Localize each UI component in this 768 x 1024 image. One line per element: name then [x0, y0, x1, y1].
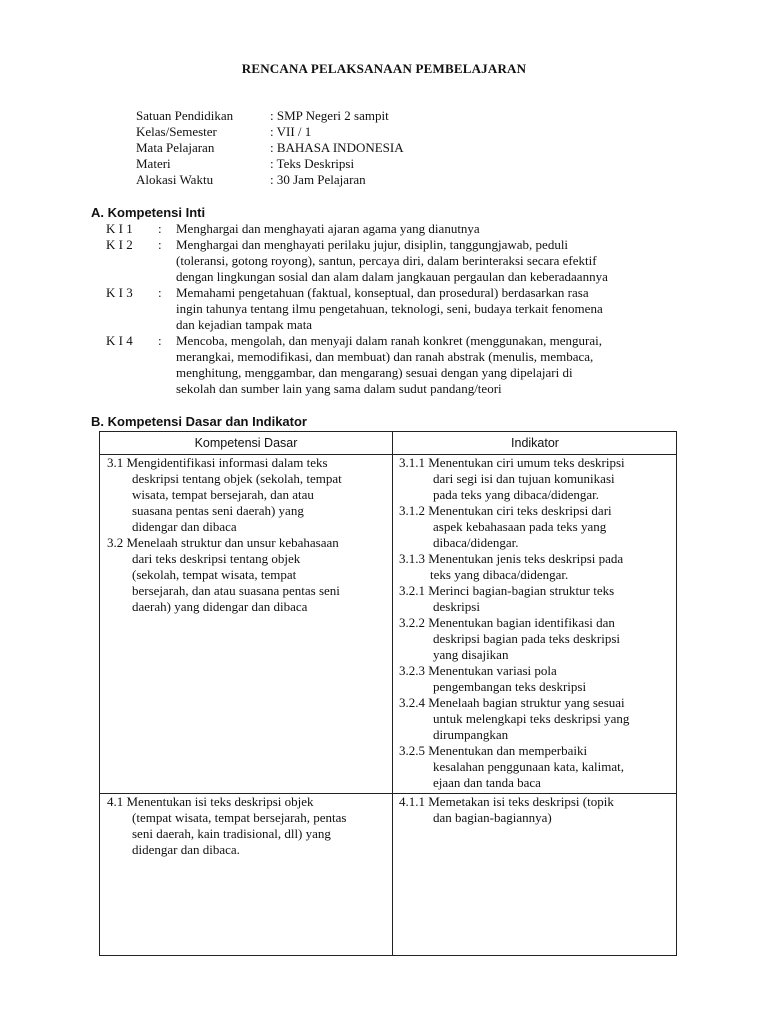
ki-line: Memahami pengetahuan (faktual, konseptual, dan prosedural) berdasarkan rasa [176, 285, 589, 300]
ki-line: dengan lingkungan sosial dan alam dalam jangkauan pergaulan dan keberadaannya [176, 269, 608, 284]
kd-line: wisata, tempat bersejarah, dan atau [132, 487, 314, 502]
ki-colon: : [158, 333, 162, 348]
kd-line: didengar dan dibaca. [132, 842, 240, 857]
ki-text [176, 333, 686, 397]
identity-row [136, 156, 404, 172]
kd-line: bersejarah, dan atau suasana pentas seni [132, 583, 340, 598]
kd-line: suasana pentas seni daerah) yang [132, 503, 304, 518]
indikator-line: dan bagian-bagiannya) [433, 810, 552, 825]
kd-line: deskripsi tentang objek (sekolah, tempat [132, 471, 342, 486]
identity-block [136, 108, 404, 188]
identity-row [136, 124, 404, 140]
indikator-line: 3.1.3 Menentukan jenis teks deskripsi pada [399, 551, 624, 566]
kd-line: (tempat wisata, tempat bersejarah, pentas [132, 810, 347, 825]
ki-text [176, 221, 686, 237]
ki-line: (toleransi, gotong royong), santun, percaya diri, dalam berinteraksi secara efektif [176, 253, 597, 268]
identity-value: : Teks Deskripsi [270, 156, 355, 171]
identity-label: Mata Pelajaran [136, 140, 215, 155]
ki-line: merangkai, memodifikasi, dan membuat) dan ranah abstrak (menulis, membaca, [176, 349, 594, 364]
ki-item [106, 237, 686, 285]
kd-line: daerah) yang didengar dan dibaca [132, 599, 308, 614]
indikator-line: yang disajikan [433, 647, 509, 662]
ki-colon: : [158, 237, 162, 252]
kd-cell-row2 [107, 794, 346, 858]
indikator-line: 3.2.4 Menelaah bagian struktur yang sesuai [399, 695, 625, 710]
ki-line: Menghargai dan menghayati perilaku jujur, disiplin, tanggungjawab, peduli [176, 237, 569, 252]
indikator-line: ejaan dan tanda baca [433, 775, 541, 790]
column-divider [392, 432, 393, 955]
indikator-line: 3.2.2 Menentukan bagian identifikasi dan [399, 615, 615, 630]
page-title: RENCANA PELAKSANAAN PEMBELAJARAN [241, 61, 527, 76]
indikator-line: 4.1.1 Memetakan isi teks deskripsi (topik [399, 794, 614, 809]
identity-value: : SMP Negeri 2 sampit [270, 108, 389, 123]
section-b-heading: B. Kompetensi Dasar dan Indikator [91, 414, 307, 429]
indikator-line: pengembangan teks deskripsi [433, 679, 587, 694]
ki-line: menghitung, menggambar, dan mengarang) sesuai dengan yang dipelajari di [176, 365, 573, 380]
section-a-heading: A. Kompetensi Inti [91, 205, 206, 220]
indikator-line: 3.2.3 Menentukan variasi pola [399, 663, 557, 678]
kd-line: seni daerah, kain tradisional, dll) yang [132, 826, 331, 841]
ki-colon: : [158, 221, 162, 236]
indikator-line: dari segi isi dan tujuan komunikasi [433, 471, 615, 486]
ki-line: dan kejadian tampak mata [176, 317, 313, 332]
kd-indikator-table [99, 431, 677, 956]
identity-row [136, 140, 404, 156]
kd-line: 3.2 Menelaah struktur dan unsur kebahasaan [107, 535, 339, 550]
identity-value: : BAHASA INDONESIA [270, 140, 404, 155]
identity-row [136, 172, 404, 188]
indikator-line: 3.1.1 Menentukan ciri umum teks deskripsi [399, 455, 625, 470]
indikator-line: 3.1.2 Menentukan ciri teks deskripsi dari [399, 503, 612, 518]
header-indikator: Indikator [511, 436, 559, 450]
indikator-cell-row1 [399, 455, 629, 791]
indikator-line: 3.2.1 Merinci bagian-bagian struktur teks [399, 583, 615, 598]
indikator-line: aspek kebahasaan pada teks yang [433, 519, 607, 534]
indikator-line: dibaca/didengar. [433, 535, 519, 550]
indikator-line: deskripsi bagian pada teks deskripsi [433, 631, 621, 646]
kompetensi-inti-list [106, 221, 686, 397]
ki-item [106, 221, 686, 237]
header-kompetensi-dasar: Kompetensi Dasar [194, 436, 298, 450]
ki-line: Mencoba, mengolah, dan menyaji dalam ranah konkret (menggunakan, mengurai, [176, 333, 602, 348]
identity-row [136, 108, 404, 124]
kd-line: 3.1 Mengidentifikasi informasi dalam teks [107, 455, 328, 470]
ki-code: K I 1 [106, 221, 133, 236]
identity-label: Kelas/Semester [136, 124, 217, 139]
ki-line: sekolah dan sumber lain yang sama dalam sudut pandang/teori [176, 381, 502, 396]
identity-label: Satuan Pendidikan [136, 108, 234, 123]
indikator-cell-row2 [399, 794, 614, 826]
indikator-line: untuk melengkapi teks deskripsi yang [433, 711, 630, 726]
ki-item [106, 333, 686, 397]
indikator-line: deskripsi [433, 599, 480, 614]
ki-line: ingin tahunya tentang ilmu pengetahuan, teknologi, seni, budaya terkait fenomena [176, 301, 603, 316]
kd-line: (sekolah, tempat wisata, tempat [132, 567, 297, 582]
indikator-line: dirumpangkan [433, 727, 509, 742]
ki-code: K I 4 [106, 333, 133, 348]
ki-text [176, 285, 686, 333]
identity-value: : VII / 1 [270, 124, 312, 139]
indikator-line: 3.2.5 Menentukan dan memperbaiki [399, 743, 588, 758]
indikator-line: teks yang dibaca/didengar. [430, 567, 569, 582]
ki-code: K I 3 [106, 285, 133, 300]
kd-cell-row1 [107, 455, 342, 615]
kd-line: 4.1 Menentukan isi teks deskripsi objek [107, 794, 314, 809]
identity-label: Alokasi Waktu [136, 172, 214, 187]
ki-code: K I 2 [106, 237, 133, 252]
kd-line: dari teks deskripsi tentang objek [132, 551, 301, 566]
indikator-line: pada teks yang dibaca/didengar. [433, 487, 600, 502]
kd-line: didengar dan dibaca [132, 519, 237, 534]
indikator-line: kesalahan penggunaan kata, kalimat, [433, 759, 624, 774]
ki-colon: : [158, 285, 162, 300]
identity-value: : 30 Jam Pelajaran [270, 172, 366, 187]
ki-line: Menghargai dan menghayati ajaran agama yang dianutnya [176, 221, 480, 236]
ki-item [106, 285, 686, 333]
identity-label: Materi [136, 156, 171, 171]
ki-text [176, 237, 686, 285]
